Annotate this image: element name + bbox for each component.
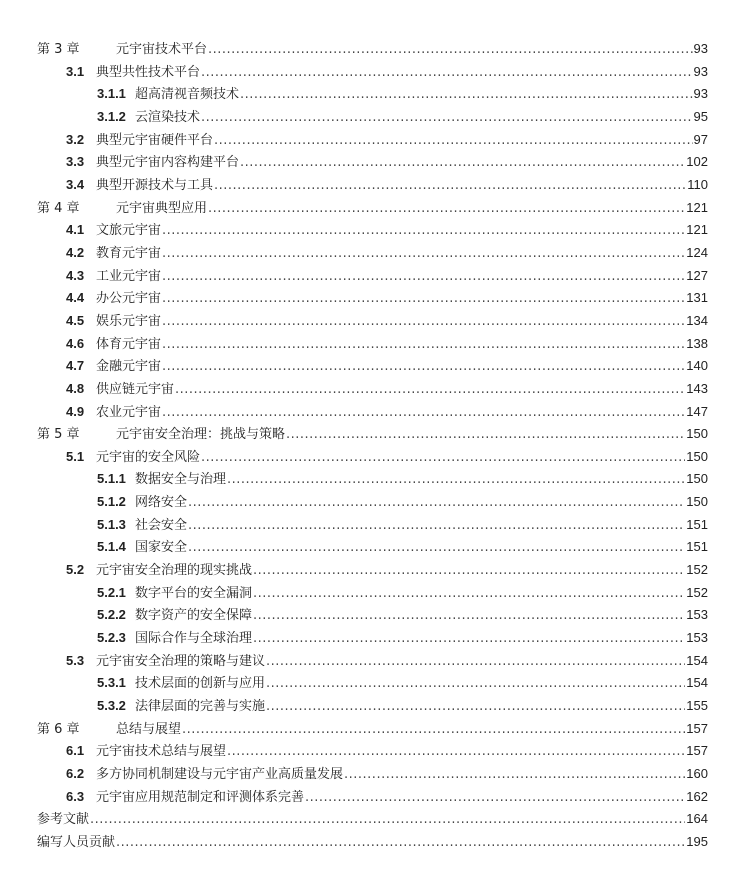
toc-dot-leader [162,311,685,334]
toc-entry-title: 数据安全与治理 [135,472,227,488]
toc-entry [37,423,708,446]
toc-entry [37,831,708,854]
toc-entry-number: 5.1.3 [97,516,126,532]
toc-dot-leader [162,220,685,243]
toc-entry [66,265,708,288]
toc-dot-leader [286,424,685,447]
toc-entry [66,378,708,401]
toc-section-row[interactable] [0,627,733,650]
toc-entry-title: 典型元宇宙硬件平台 [96,132,214,148]
toc-entry-title: 典型开源技术与工具 [96,177,214,193]
toc-entry [66,401,708,424]
toc-entry-number: 4.6 [66,335,85,351]
toc-entry [97,604,708,627]
toc-entry-number: 4.2 [66,244,85,260]
toc-page-number: 153 [686,607,708,623]
toc-entry-title: 数字资产的安全保障 [135,608,253,624]
toc-page-number: 151 [686,516,708,532]
toc-page-number: 140 [686,358,708,374]
toc-entry-title: 元宇宙安全治理的现实挑战 [96,563,253,579]
toc-section-row[interactable] [0,310,733,333]
toc-page-number: 147 [686,403,708,419]
toc-entry-title: 农业元宇宙 [96,404,162,420]
toc-entry-number: 5.3 [66,652,85,668]
toc-entry-title: 国际合作与全球治理 [135,631,253,647]
toc-dot-leader [305,787,685,810]
toc-entry-number: 3.1.1 [97,86,126,102]
toc-dot-leader [344,764,685,787]
toc-entry-title: 办公元宇宙 [96,291,162,307]
toc-dot-leader [201,107,693,130]
toc-entry-number: 3.3 [66,154,85,170]
toc-page-number: 110 [687,176,708,192]
toc-backmatter-row[interactable] [0,831,733,854]
toc-entry [66,355,708,378]
toc-page-number: 121 [686,199,708,215]
toc-section-row[interactable] [0,106,733,129]
toc-page-number: 93 [693,63,708,79]
toc-entry-number: 4.7 [66,358,85,374]
toc-entry [66,446,708,469]
toc-dot-leader [201,447,685,470]
toc-dot-leader [90,809,685,832]
toc-entry-number: 3.1 [66,63,85,79]
toc-section-row[interactable] [0,514,733,537]
toc-entry-title: 元宇宙应用规范制定和评测体系完善 [96,789,305,805]
toc-entry [97,695,708,718]
toc-page-number: 157 [686,743,708,759]
toc-dot-leader [182,719,685,742]
toc-page-number: 93 [693,41,708,56]
toc-entry-title: 供应链元宇宙 [96,381,175,397]
toc-page-number: 121 [686,222,708,238]
toc-section-row[interactable] [0,763,733,786]
table-of-contents [0,38,733,854]
toc-section-row[interactable] [0,174,733,197]
toc-entry-title: 金融元宇宙 [96,359,162,375]
toc-dot-leader [201,62,693,85]
toc-section-row[interactable] [0,695,733,718]
toc-section-row[interactable] [0,446,733,469]
toc-section-row[interactable] [0,378,733,401]
toc-dot-leader [253,605,685,628]
toc-entry-number: 第 4 章 [37,200,80,216]
toc-entry-title: 总结与展望 [116,721,182,737]
toc-entry-number: 5.3.2 [97,698,126,714]
toc-entry [37,808,708,831]
toc-entry-number: 5.2.1 [97,584,126,600]
toc-entry-number: 3.1.2 [97,108,126,124]
toc-entry-title: 元宇宙的安全风险 [96,449,201,465]
toc-page-number: 155 [686,698,708,714]
toc-entry [66,310,708,333]
toc-entry [66,740,708,763]
toc-entry-number: 第 6 章 [37,721,80,737]
toc-entry [66,650,708,673]
toc-entry-title: 娱乐元宇宙 [96,313,162,329]
toc-dot-leader [266,651,685,674]
toc-dot-leader [162,334,685,357]
toc-page-number: 160 [686,766,708,781]
toc-section-row[interactable] [0,740,733,763]
toc-entry-title: 体育元宇宙 [96,336,162,352]
toc-entry-number: 3.4 [66,176,85,192]
toc-page-number: 150 [686,494,708,510]
toc-section-row[interactable] [0,129,733,152]
toc-dot-leader [175,379,685,402]
toc-dot-leader [227,741,685,764]
toc-entry [66,129,708,152]
toc-page-number: 102 [686,154,708,170]
toc-entry [66,174,708,197]
toc-entry-number: 4.9 [66,403,85,419]
toc-page-number: 195 [686,833,708,849]
toc-page-number: 164 [686,811,708,827]
toc-entry-number: 6.2 [66,766,85,781]
toc-entry [97,106,708,129]
toc-section-row[interactable] [0,151,733,174]
toc-dot-leader [162,243,685,266]
toc-entry-title: 元宇宙安全治理：挑战与策略 [116,427,286,443]
toc-section-row[interactable] [0,242,733,265]
toc-entry-title: 工业元宇宙 [96,268,162,284]
toc-dot-leader [214,175,686,198]
toc-entry-number: 5.2 [66,562,85,578]
toc-entry-title: 典型共性技术平台 [96,64,201,80]
toc-entry-title: 编写人员贡献 [37,834,116,850]
toc-entry [97,83,708,106]
toc-dot-leader [188,492,685,515]
toc-entry-number: 4.5 [66,312,85,328]
toc-entry [66,151,708,174]
toc-entry-number: 5.3.1 [97,675,126,691]
toc-entry [66,242,708,265]
toc-chapter-row[interactable] [0,718,733,741]
toc-entry-title: 社会安全 [135,517,188,533]
toc-dot-leader [253,628,685,651]
toc-dot-leader [162,402,685,425]
toc-page-number: 95 [693,108,708,124]
toc-dot-leader [227,469,685,492]
toc-entry-number: 5.1.1 [97,471,126,487]
toc-chapter-row[interactable] [0,197,733,220]
toc-section-row[interactable] [0,287,733,310]
toc-entry-title: 超高清视音频技术 [135,87,240,103]
toc-entry-number: 5.1.4 [97,539,126,555]
toc-page-number: 152 [686,584,708,600]
toc-page-number: 152 [686,562,708,578]
toc-entry-number: 5.2.3 [97,630,126,646]
toc-page-number: 150 [686,471,708,487]
toc-entry-number: 5.1 [66,448,85,464]
toc-section-row[interactable] [0,265,733,288]
toc-section-row[interactable] [0,536,733,559]
toc-dot-leader [253,560,685,583]
toc-dot-leader [240,84,693,107]
toc-dot-leader [208,39,693,62]
toc-entry-title: 法律层面的完善与实施 [135,699,266,715]
toc-section-row[interactable] [0,491,733,514]
toc-entry [66,61,708,84]
toc-page-number: 93 [693,86,708,102]
toc-dot-leader [162,266,685,289]
toc-entry-title: 文旅元宇宙 [96,223,162,239]
toc-entry-title: 网络安全 [135,495,188,511]
toc-entry-number: 4.8 [66,380,85,396]
toc-page-number: 162 [686,788,708,804]
toc-entry [66,219,708,242]
toc-entry-title: 典型元宇宙内容构建平台 [96,155,240,171]
toc-page-number: 124 [686,244,708,260]
toc-entry [97,582,708,605]
toc-entry-title: 数字平台的安全漏洞 [135,585,253,601]
toc-section-row[interactable] [0,468,733,491]
toc-entry-number: 4.4 [66,290,85,306]
toc-dot-leader [208,198,685,221]
toc-page-number: 127 [686,267,708,283]
toc-dot-leader [188,515,685,538]
toc-chapter-row[interactable] [0,38,733,61]
toc-page-number: 134 [686,312,708,328]
toc-section-row[interactable] [0,650,733,673]
toc-entry-number: 第 3 章 [37,42,80,57]
toc-entry-title: 云渲染技术 [135,109,201,125]
toc-entry-number: 4.3 [66,267,85,283]
toc-section-row[interactable] [0,401,733,424]
toc-section-row[interactable] [0,355,733,378]
toc-entry [97,672,708,695]
toc-section-row[interactable] [0,61,733,84]
toc-entry-number: 第 5 章 [37,427,80,443]
toc-section-row[interactable] [0,672,733,695]
toc-entry [37,718,708,741]
toc-backmatter-row[interactable] [0,808,733,831]
toc-section-row[interactable] [0,786,733,809]
toc-page-number: 97 [693,131,708,147]
toc-section-row[interactable] [0,559,733,582]
toc-entry-title: 元宇宙技术平台 [116,42,208,57]
toc-entry-title: 元宇宙安全治理的策略与建议 [96,653,266,669]
toc-section-row[interactable] [0,83,733,106]
toc-dot-leader [116,832,685,855]
toc-entry-number: 6.3 [66,788,85,804]
toc-entry [97,468,708,491]
toc-page-number: 150 [686,426,708,442]
toc-section-row[interactable] [0,333,733,356]
toc-section-row[interactable] [0,219,733,242]
toc-entry [37,197,708,220]
toc-dot-leader [214,130,693,153]
toc-page-number: 151 [686,539,708,555]
toc-entry [37,38,708,61]
toc-entry [66,786,708,809]
toc-dot-leader [162,356,685,379]
toc-entry-title: 参考文献 [37,812,90,828]
toc-entry-title: 元宇宙技术总结与展望 [96,744,227,760]
toc-dot-leader [266,673,685,696]
toc-entry [66,763,708,786]
toc-entry [66,287,708,310]
toc-page-number: 157 [686,720,708,736]
toc-dot-leader [253,583,685,606]
toc-entry-title: 教育元宇宙 [96,245,162,261]
toc-dot-leader [188,537,685,560]
toc-entry-number: 6.1 [66,743,85,759]
toc-dot-leader [162,288,685,311]
toc-dot-leader [266,696,685,719]
toc-section-row[interactable] [0,582,733,605]
toc-entry-title: 多方协同机制建设与元宇宙产业高质量发展 [96,767,344,782]
toc-entry-number: 5.2.2 [97,607,126,623]
toc-page-number: 153 [686,630,708,646]
toc-page-number: 143 [686,380,708,396]
toc-entry [97,491,708,514]
toc-entry-title: 国家安全 [135,540,188,556]
toc-page-number: 150 [686,448,708,464]
toc-entry [66,559,708,582]
toc-dot-leader [240,152,685,175]
toc-page-number: 138 [686,335,708,351]
toc-entry-number: 3.2 [66,131,85,147]
toc-section-row[interactable] [0,604,733,627]
toc-page-number: 154 [686,652,708,668]
toc-entry [97,627,708,650]
toc-entry-title: 元宇宙典型应用 [116,200,208,216]
toc-entry [66,333,708,356]
toc-entry-title: 技术层面的创新与应用 [135,676,266,692]
toc-entry [97,514,708,537]
toc-entry [97,536,708,559]
toc-page-number: 131 [686,290,708,306]
toc-page-number: 154 [686,675,708,691]
toc-chapter-row[interactable] [0,423,733,446]
toc-entry-number: 5.1.2 [97,494,126,510]
toc-entry-number: 4.1 [66,222,85,238]
